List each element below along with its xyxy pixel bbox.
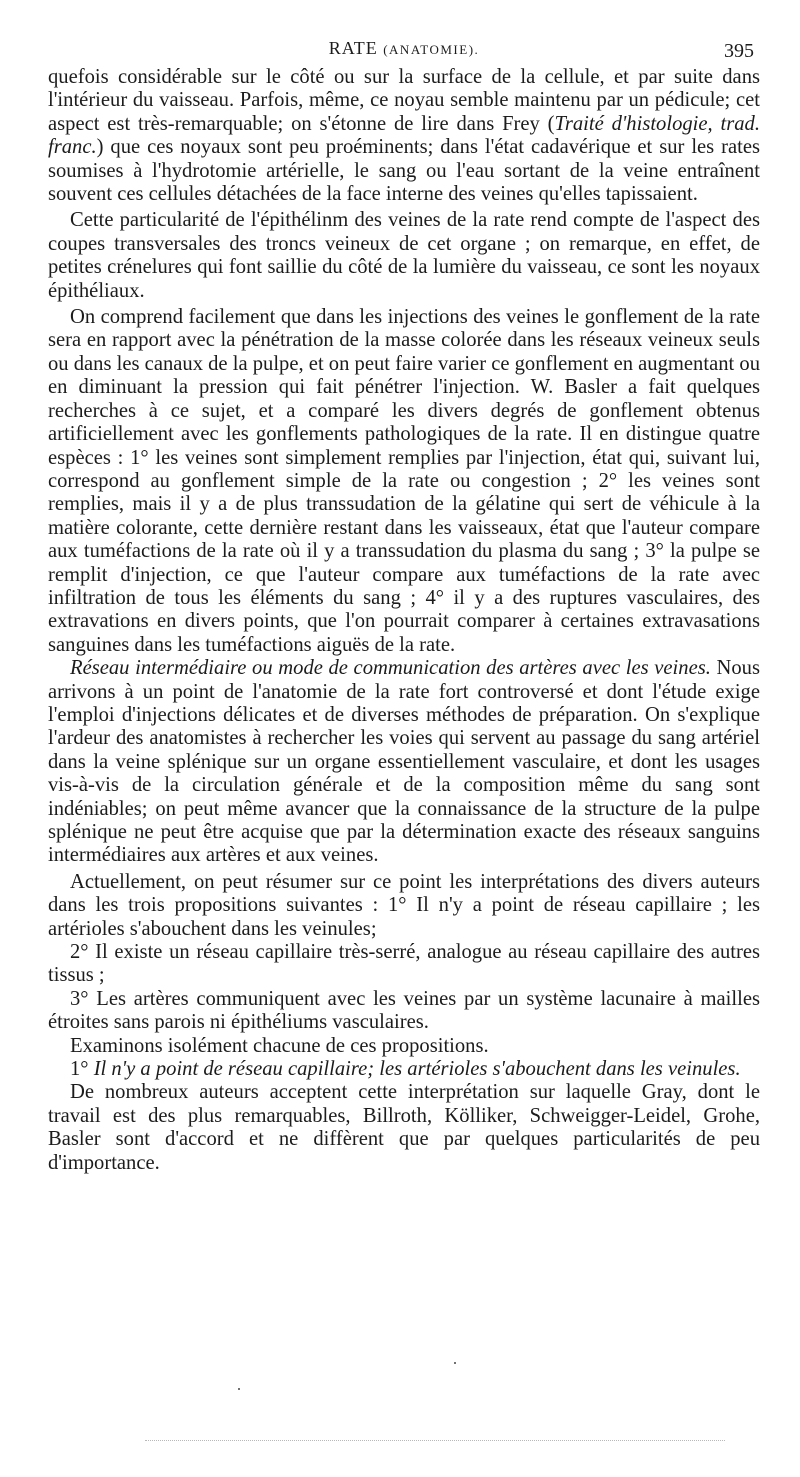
- book-page: [48, 34, 760, 1175]
- proposition-heading-italic: Il n'y a point de réseau capillaire; les artérioles s'abouchent dans les veinules.: [93, 1058, 741, 1081]
- section-heading-italic: Réseau intermédiaire ou mode de communication des artères avec les veines.: [70, 657, 711, 680]
- paragraph-continuation: [48, 66, 760, 206]
- paragraph-proposition-3: 3° Les artères communiquent avec les veines par un système lacunaire à mailles étroites sans parois ni épithéliums vasculaires.: [48, 987, 760, 1034]
- print-speck: [454, 1362, 456, 1364]
- paragraph-propositions: Actuellement, on peut résumer sur ce point les interprétations des divers auteurs dans les trois propositions suivantes : 1° Il n'y a point de réseau capillaire ; les artérioles s'abouchent dans les veinules;: [48, 870, 760, 940]
- print-speck: [238, 1388, 240, 1390]
- paragraph-text: quefois considérable sur le côté ou sur la surface de la cellule, et par suite dans l'intérieur du vaisseau. Parfois, même, ce noyau semble maintenu par un pédicule; cet aspect est très-remarquable; on s'étonne de lire dans Frey (: [48, 66, 760, 135]
- running-title-subtitle: (ANATOMIE).: [383, 42, 480, 57]
- running-title-main: RATE: [328, 38, 378, 58]
- paragraph-authors: De nombreux auteurs acceptent cette interprétation sur laquelle Gray, dont le travail est des plus remarquables, Billroth, Kölliker, Schweigger-Leidel, Grohe, Basler sont d'accord et ne diffèrent que par quelques particularités de peu d'importance.: [48, 1081, 760, 1174]
- citation-italic: Traité d'histologie, trad. franc.: [48, 112, 760, 159]
- paragraph-intermediate-network: [48, 657, 760, 868]
- running-title: [48, 38, 760, 59]
- paragraph-text: ) que ces noyaux sont peu proéminents; dans l'état cadavérique et sur les rates soumises à l'hydrotomie artérielle, le sang ou l'eau sortant de la veine entraînent souvent ces cellules détachées de la face interne des veines qu'elles tapissaient.: [48, 136, 760, 206]
- footer-rule: [145, 1440, 725, 1441]
- paragraph-injections: On comprend facilement que dans les injections des veines le gonflement de la rate sera en rapport avec la pénétration de la masse colorée dans les réseaux veineux seuls ou dans les canaux de la pulpe, et on peut faire varier ce gonflement en augmentant ou en diminuant la pression qui fait pénétrer l'injection. W. Basler a fait quelques recherches à ce sujet, et a comparé les divers degrés de gonflement obtenus artificiellement avec les gonflements pathologiques de la rate. Il en distingue quatre espèces : 1° les veines sont simplement remplies par l'injection, état qui, suivant lui, correspond au gonflement simple de la rate ou congestion ; 2° les veines sont remplies, mais il y a de plus transsudation de la gélatine qui sert de véhicule à la matière colorante, cette dernière restant dans les vaisseaux, état que l'auteur compare aux tuméfactions de la rate où il y a transsudation du plasma du sang ; 3° la pulpe se remplit d'injection, ce que l'auteur compare aux tuméfactions de la rate avec infiltration de tous les éléments du sang ; 4° il y a des ruptures vasculaires, des extravations en divers points, que l'on pourrait comparer à certaines extravasations sanguines dans les tuméfactions aiguës de la rate.: [48, 306, 760, 656]
- page-number: 395: [724, 40, 754, 62]
- paragraph-epithelium: Cette particularité de l'épithélinm des veines de la rate rend compte de l'aspect des coupes transversales des troncs veineux de cet organe ; on remarque, en effet, de petites crénelures qui font saillie du côté de la lumière du vaisseau, ce sont les noyaux épithéliaux.: [48, 209, 760, 302]
- body-text: [48, 66, 760, 1175]
- paragraph-heading-proposition-1: [48, 1058, 760, 1081]
- paragraph-examine: Examinons isolément chacune de ces propositions.: [70, 1034, 489, 1057]
- paragraph-proposition-2: 2° Il existe un réseau capillaire très-serré, analogue au réseau capillaire des autres tissus ;: [48, 941, 760, 987]
- page-header: [48, 34, 760, 66]
- paragraph-text: Nous arrivons à un point de l'anatomie de la rate fort controversé et dont l'étude exige l'emploi d'injections délicates et de diverses méthodes de préparation. On s'explique l'ardeur des anatomistes à rechercher les voies qui servent au passage du sang artériel dans la veine splénique sur un organe essentiellement vasculaire, et dont les usages vis-à-vis de la circulation générale et de la composition même du sang sont indéniables; on peut même avancer que la connaissance de la structure de la pulpe splénique ne peut être acquise que par la détermination exacte des réseaux sanguins intermédiaires aux artères et aux veines.: [48, 657, 760, 867]
- proposition-number: 1°: [70, 1058, 94, 1081]
